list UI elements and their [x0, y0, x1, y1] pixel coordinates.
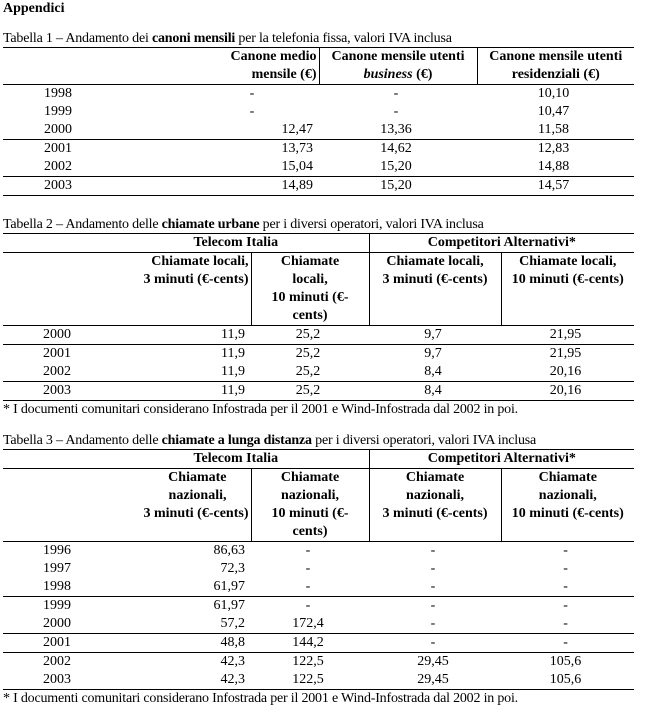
- table-row: 1999 - - 10,47: [44, 104, 570, 119]
- section-heading: Appendici: [3, 1, 65, 16]
- table1-header-year: [3, 48, 161, 85]
- table-row: 2003 42,3 122,5 29,45 105,6: [3, 671, 634, 690]
- table3-caption: Tabella 3 – Andamento delle chiamate a lunga distanza per i diversi operatori, valori IVA inclusa: [3, 433, 537, 448]
- table1-header-col3: Canone mensile utenti residenziali (€): [477, 48, 634, 85]
- table1-caption-post: per la telefonia fissa, valori IVA inclusa: [235, 31, 452, 46]
- table2-group-competitors: Competitori Alternativi*: [369, 234, 634, 253]
- table3-group-telecom: Telecom Italia: [193, 451, 279, 466]
- table2-header-col3: Chiamate locali, 3 minuti (€-cents): [369, 253, 501, 326]
- table-row: 2000 11,9 25,2 9,7 21,95: [3, 326, 634, 345]
- table3-header-col3: Chiamate nazionali, 3 minuti (€-cents): [369, 469, 501, 542]
- table3-header-row: [3, 469, 634, 542]
- table3-header-col1: Chiamate nazionali, 3 minuti (€-cents): [143, 470, 249, 521]
- table-row: 2001 11,9 25,2 9,7 21,95: [43, 346, 582, 361]
- table-row: 1998 61,97 - - -: [3, 578, 634, 597]
- table2-header-row: [3, 253, 634, 326]
- table3-footnote: * I documenti comunitari considerano Infostrada per il 2001 e Wind-Infostrada dal 2002 in poi.: [3, 691, 518, 706]
- table3: [3, 449, 634, 690]
- table-row: 2001 48,8 144,2 - -: [3, 634, 634, 653]
- table2-footnote: * I documenti comunitari considerano Infostrada per il 2001 e Wind-Infostrada dal 2002 in poi.: [3, 402, 518, 417]
- table-row: 2003 11,9 25,2 8,4 20,16: [3, 382, 634, 401]
- table2-header-col4: Chiamate locali, 10 minuti (€-cents): [501, 253, 634, 326]
- table1-header-row: [3, 48, 634, 85]
- table3-group-row: [3, 450, 634, 469]
- table-row: 2002 15,04 15,20 14,88: [3, 158, 634, 177]
- table3-group-competitors: Competitori Alternativi*: [369, 450, 634, 469]
- table1-caption-bold: canoni mensili: [151, 31, 236, 46]
- table2-caption: Tabella 2 – Andamento delle chiamate urbane per i diversi operatori, valori IVA inclusa: [3, 217, 484, 232]
- table-row: 2003 14,89 15,20 14,57: [3, 177, 634, 196]
- table1-header-col2: Canone mensile utenti business (€): [319, 48, 477, 85]
- table3-header-col4: Chiamate nazionali, 10 minuti (€-cents): [501, 469, 634, 542]
- table-row: 2002 11,9 25,2 8,4 20,16: [3, 363, 634, 382]
- table1: [3, 47, 634, 196]
- table2-header-col1: Chiamate locali, 3 minuti (€-cents): [143, 254, 249, 287]
- table-row: 1999 61,97 - - -: [43, 598, 568, 613]
- table3-header-col2: Chiamate nazionali, 10 minuti (€- cents): [251, 469, 369, 542]
- table-row: 1998 - - 10,10: [44, 86, 570, 101]
- table1-caption: [3, 30, 649, 47]
- table-row: 2000 12,47 13,36 11,58: [3, 121, 634, 140]
- table-row: 1996 86,63 - - -: [43, 543, 568, 558]
- table2-header-col2: Chiamate locali, 10 minuti (€- cents): [251, 253, 369, 326]
- table-row: 1997 72,3 - - -: [43, 561, 568, 576]
- table-row: 2000 57,2 172,4 - -: [3, 615, 634, 634]
- table2-group-telecom: Telecom Italia: [193, 235, 279, 250]
- table1-header-col1: Canone medio mensile (€): [230, 49, 317, 82]
- table-row: 2002 42,3 122,5 29,45 105,6: [43, 654, 582, 669]
- table1-caption-pre: Tabella 1 – Andamento dei: [3, 31, 152, 46]
- table2: [3, 233, 634, 401]
- table2-group-row: [3, 234, 634, 253]
- table-row: 2001 13,73 14,62 12,83: [44, 141, 570, 156]
